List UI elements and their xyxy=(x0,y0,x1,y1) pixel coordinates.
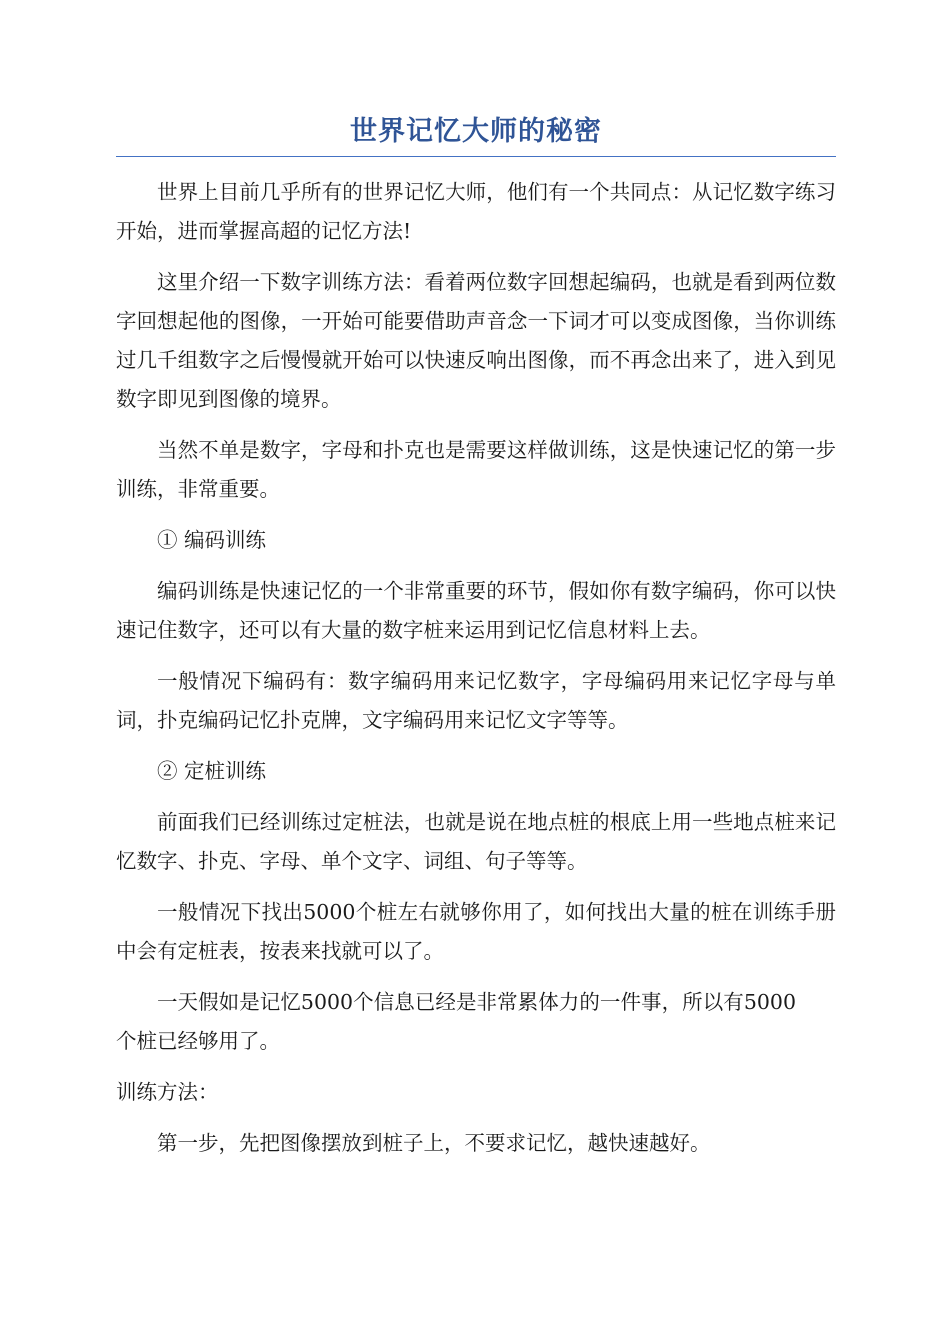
document-body xyxy=(116,173,836,1163)
paragraph-intro: 世界上目前几乎所有的世界记忆大师，他们有一个共同点：从记忆数字练习开始，进而掌握高超的记忆方法! xyxy=(116,180,836,243)
section-heading-pegs: ② 定桩训练 xyxy=(157,759,267,783)
section-heading-encoding: ① 编码训练 xyxy=(157,528,267,552)
paragraph-step-one: 第一步，先把图像摆放到桩子上，不要求记忆，越快速越好。 xyxy=(157,1131,711,1155)
paragraph-peg-enough: 一天假如是记忆5000个信息已经是非常累体力的一件事，所以有5000个桩已经够用了。 xyxy=(116,990,796,1053)
training-method-label: 训练方法： xyxy=(116,1080,219,1104)
paragraph-peg-method: 前面我们已经训练过定桩法，也就是说在地点桩的根底上用一些地点桩来记忆数字、扑克、字母、单个文字、词组、句子等等。 xyxy=(116,810,836,873)
document-page xyxy=(116,110,836,1175)
document-title: 世界记忆大师的秘密 xyxy=(116,110,836,157)
paragraph-peg-count: 一般情况下找出5000个桩左右就够你用了，如何找出大量的桩在训练手册中会有定桩表，按表来找就可以了。 xyxy=(116,900,836,963)
paragraph-encoding-importance: 编码训练是快速记忆的一个非常重要的环节，假如你有数字编码，你可以快速记住数字，还可以有大量的数字桩来运用到记忆信息材料上去。 xyxy=(116,579,836,642)
paragraph-encoding-types: 一般情况下编码有：数字编码用来记忆数字，字母编码用来记忆字母与单词，扑克编码记忆扑克牌，文字编码用来记忆文字等等。 xyxy=(116,669,836,732)
paragraph-letters-poker: 当然不单是数字，字母和扑克也是需要这样做训练，这是快速记忆的第一步训练，非常重要。 xyxy=(116,438,836,501)
paragraph-digit-training: 这里介绍一下数字训练方法：看着两位数字回想起编码，也就是看到两位数字回想起他的图像，一开始可能要借助声音念一下词才可以变成图像，当你训练过几千组数字之后慢慢就开始可以快速反响出图像，而不再念出来了，进入到见数字即见到图像的境界。 xyxy=(116,270,836,411)
